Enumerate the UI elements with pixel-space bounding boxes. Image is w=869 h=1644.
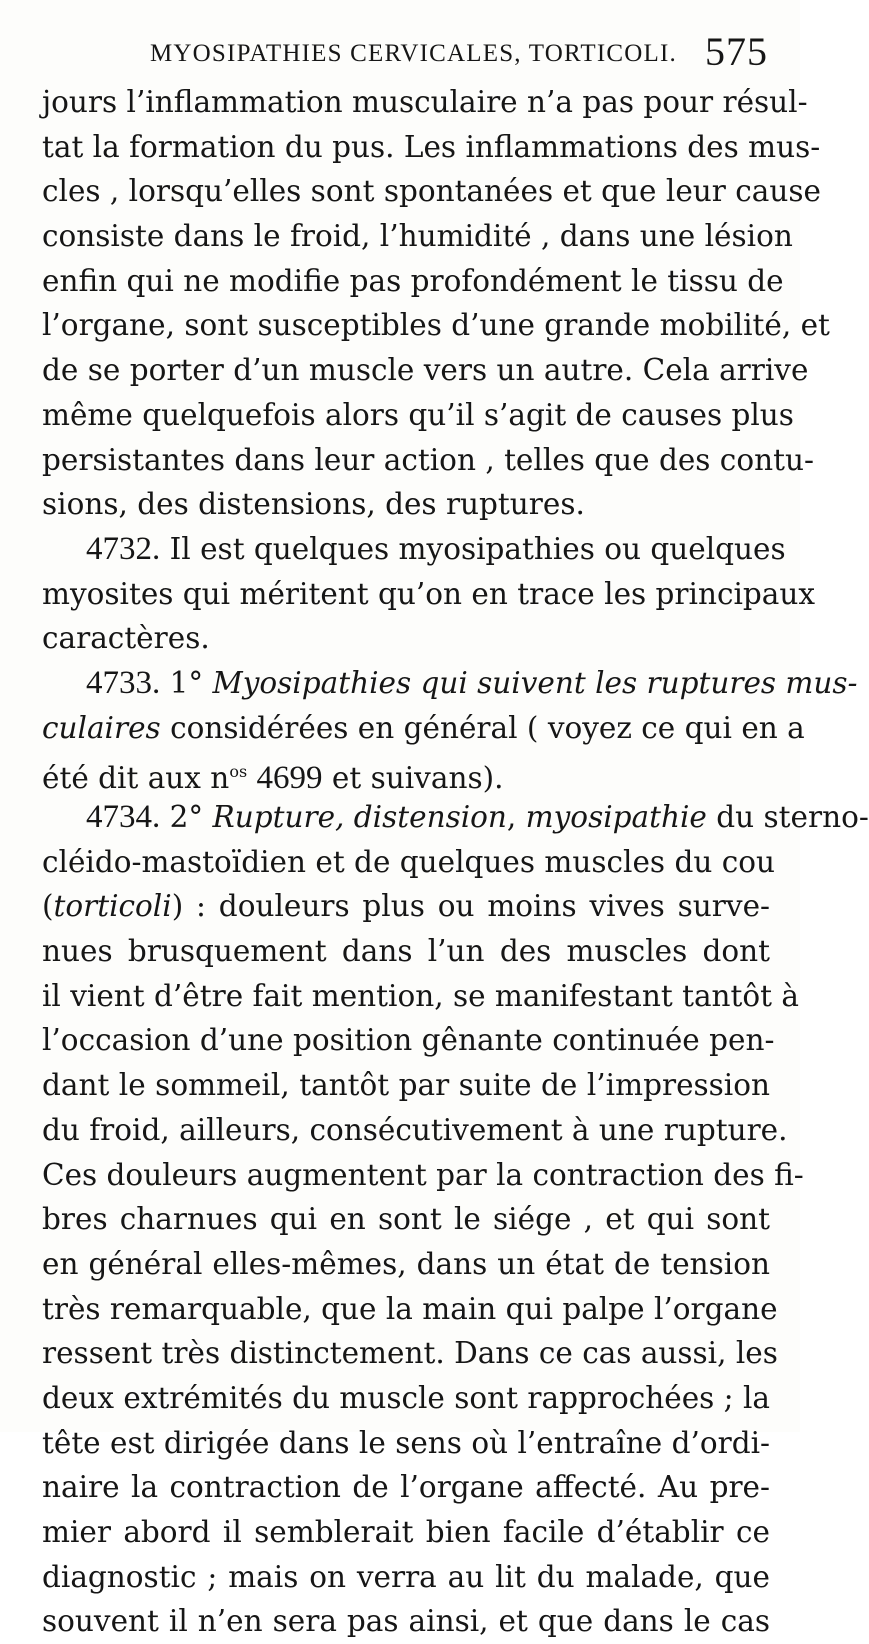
text-line: cléido-mastoïdien et de quelques muscles du cou — [42, 844, 775, 879]
text-line: deux extrémités du muscle sont rapprochées ; la — [42, 1380, 771, 1415]
text-line: il vient d’être fait mention, se manifestant tantôt à — [42, 978, 799, 1013]
text-line: très remarquable, que la main qui palpe l’organe — [42, 1291, 778, 1326]
paragraph-number: 4733. — [86, 664, 161, 701]
text-line: ressent très distinctement. Dans ce cas aussi, les — [42, 1336, 778, 1371]
section-title: myosipathie — [525, 800, 707, 834]
text-line: culaires considérées en général ( voyez ce qui en a — [42, 710, 805, 745]
running-title: MYOSIPATHIES CERVICALES, TORTICOLI. — [150, 40, 677, 67]
text-line: tat la formation du pus. Les inflammations des mus- — [42, 129, 821, 164]
paragraph-number: 4734. — [86, 799, 161, 835]
text-line: persistantes dans leur action , telles que des contu- — [42, 442, 814, 477]
text-line: cles , lorsqu’elles sont spontanées et que leur cause — [42, 174, 821, 209]
paragraph-4733-start: 4733. 1° Myosipathies qui suivent les ruptures mus- — [86, 664, 858, 701]
text-line: tête est dirigée dans le sens où l’entraîne d’ordi- — [42, 1425, 770, 1460]
section-title: Rupture, distension — [212, 800, 507, 834]
section-title: torticoli — [53, 889, 172, 924]
text-line: diagnostic ; mais on verra au lit du malade, que — [42, 1559, 770, 1594]
running-head — [150, 18, 790, 78]
text-line: du froid, ailleurs, consécutivement à une rupture. — [42, 1112, 788, 1147]
text-line: caractères. — [42, 621, 210, 656]
text-line: Ces douleurs augmentent par la contraction des fi- — [42, 1157, 804, 1192]
text-line: l’occasion d’une position gênante continuée pen- — [42, 1023, 775, 1058]
paragraph-4732-start: 4732. Il est quelques myosipathies ou quelques — [86, 530, 786, 567]
text-line: en général elles-mêmes, dans un état de tension — [42, 1246, 770, 1281]
body-text — [42, 80, 869, 1644]
text-line: l’organe, sont susceptibles d’une grande mobilité, et — [42, 308, 830, 343]
section-title: culaires — [42, 710, 161, 745]
text-line: naire la contraction de l’organe affecté. Au pre- — [42, 1470, 770, 1505]
page-number: 575 — [705, 29, 768, 74]
text-line: jours l’inflammation musculaire n’a pas pour résul- — [42, 85, 808, 119]
text-line: souvent il n’en sera pas ainsi, et que dans le cas — [42, 1604, 770, 1639]
reference-number: 4699 — [256, 760, 323, 797]
text-line: nues brusquement dans l’un des muscles dont — [42, 934, 770, 969]
text-line: sions, des distensions, des ruptures. — [42, 487, 585, 522]
text-line: été dit aux $n^{os}$ 4699 et suivans). — [42, 760, 504, 797]
text-line: dant le sommeil, tantôt par suite de l’impression — [42, 1068, 770, 1103]
text-line: (torticoli) : douleurs plus ou moins vives surve- — [42, 889, 770, 924]
paragraph-4734-start: 4734. 2° Rupture, distension, myosipathie du sterno- — [86, 799, 869, 835]
text-line: consiste dans le froid, l’humidité , dans une lésion — [42, 219, 793, 254]
text-line: même quelquefois alors qu’il s’agit de causes plus — [42, 397, 794, 432]
text-line: myosites qui méritent qu’on en trace les principaux — [42, 576, 816, 611]
paragraph-number: 4732. — [86, 530, 161, 567]
section-title: Myosipathies qui suivent les ruptures mus- — [212, 665, 858, 700]
text-line: bres charnues qui en sont le siége , et qui sont — [42, 1202, 770, 1237]
text-line: enfin qui ne modifie pas profondément le tissu de — [42, 263, 784, 298]
text-line: de se porter d’un muscle vers un autre. Cela arrive — [42, 353, 809, 388]
text-line: mier abord il semblerait bien facile d’établir ce — [42, 1515, 770, 1549]
superscript: os — [229, 762, 248, 782]
